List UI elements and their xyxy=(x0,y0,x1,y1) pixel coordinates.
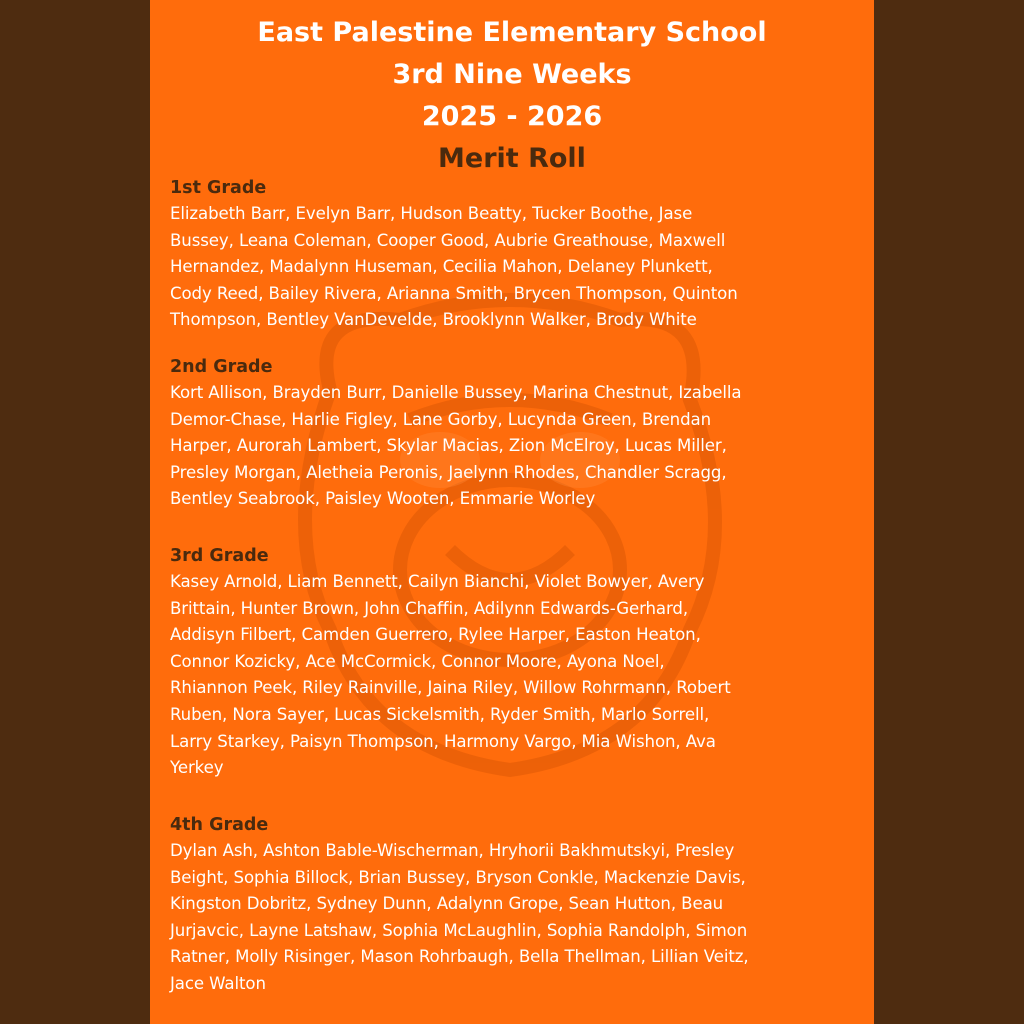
grade-section-4th xyxy=(170,814,870,998)
grade-section-2nd xyxy=(170,356,870,513)
names-line: Larry Starkey, Paisyn Thompson, Harmony Vargo, Mia Wishon, Ava xyxy=(170,731,716,751)
names-line: Yerkey xyxy=(170,758,224,778)
names-line: Brittain, Hunter Brown, John Chaffin, Adilynn Edwards-Gerhard, xyxy=(170,598,689,618)
names-line: Elizabeth Barr, Evelyn Barr, Hudson Beatty, Tucker Boothe, Jase xyxy=(170,204,693,223)
names-line: Bussey, Leana Coleman, Cooper Good, Aubrie Greathouse, Maxwell xyxy=(170,230,726,250)
names-line: Thompson, Bentley VanDevelde, Brooklynn Walker, Brody White xyxy=(170,310,697,330)
names-line: Hernandez, Madalynn Huseman, Cecilia Mahon, Delaney Plunkett, xyxy=(170,257,713,277)
student-names xyxy=(170,569,870,782)
names-line: Dylan Ash, Ashton Bable-Wischerman, Hryhorii Bakhmutskyi, Presley xyxy=(170,841,735,860)
grade-section-1st xyxy=(170,177,870,334)
names-line: Ratner, Molly Risinger, Mason Rohrbaugh, Bella Thellman, Lillian Veitz, xyxy=(170,947,749,967)
names-line: Demor-Chase, Harlie Figley, Lane Gorby, Lucynda Green, Brendan xyxy=(170,409,712,429)
names-line: Rhiannon Peek, Riley Rainville, Jaina Riley, Willow Rohrmann, Robert xyxy=(170,678,731,698)
roll-title: Merit Roll xyxy=(438,143,586,174)
names-line: Jace Walton xyxy=(170,973,266,993)
school-name: East Palestine Elementary School xyxy=(257,17,767,48)
names-line: Bentley Seabrook, Paisley Wooten, Emmarie Worley xyxy=(170,489,596,509)
title-block xyxy=(150,12,874,180)
names-line: Kingston Dobritz, Sydney Dunn, Adalynn Grope, Sean Hutton, Beau xyxy=(170,894,724,914)
merit-roll-panel xyxy=(150,0,874,1024)
names-line: Presley Morgan, Aletheia Peronis, Jaelynn Rhodes, Chandler Scragg, xyxy=(170,462,727,482)
grade-section-3rd xyxy=(170,545,870,782)
names-line: Kasey Arnold, Liam Bennett, Cailyn Bianchi, Violet Bowyer, Avery xyxy=(170,572,705,591)
student-names xyxy=(170,380,870,513)
names-line: Addisyn Filbert, Camden Guerrero, Rylee Harper, Easton Heaton, xyxy=(170,625,701,645)
names-line: Cody Reed, Bailey Rivera, Arianna Smith, Brycen Thompson, Quinton xyxy=(170,283,738,303)
names-line: Jurjavcic, Layne Latshaw, Sophia McLaughlin, Sophia Randolph, Simon xyxy=(170,920,748,940)
names-line: Beight, Sophia Billock, Brian Bussey, Bryson Conkle, Mackenzie Davis, xyxy=(170,867,746,887)
names-line: Kort Allison, Brayden Burr, Danielle Bussey, Marina Chestnut, Izabella xyxy=(170,383,742,402)
names-line: Ruben, Nora Sayer, Lucas Sickelsmith, Ryder Smith, Marlo Sorrell, xyxy=(170,704,710,724)
student-names xyxy=(170,838,870,998)
grade-heading: 4th Grade xyxy=(170,815,269,835)
student-names xyxy=(170,201,870,334)
grading-period: 3rd Nine Weeks xyxy=(392,59,632,90)
grade-heading: 2nd Grade xyxy=(170,357,273,377)
grade-heading: 3rd Grade xyxy=(170,546,269,566)
grade-heading: 1st Grade xyxy=(170,178,267,198)
names-line: Connor Kozicky, Ace McCormick, Connor Moore, Ayona Noel, xyxy=(170,651,665,671)
school-year: 2025 - 2026 xyxy=(421,101,603,132)
names-line: Harper, Aurorah Lambert, Skylar Macias, Zion McElroy, Lucas Miller, xyxy=(170,436,727,456)
